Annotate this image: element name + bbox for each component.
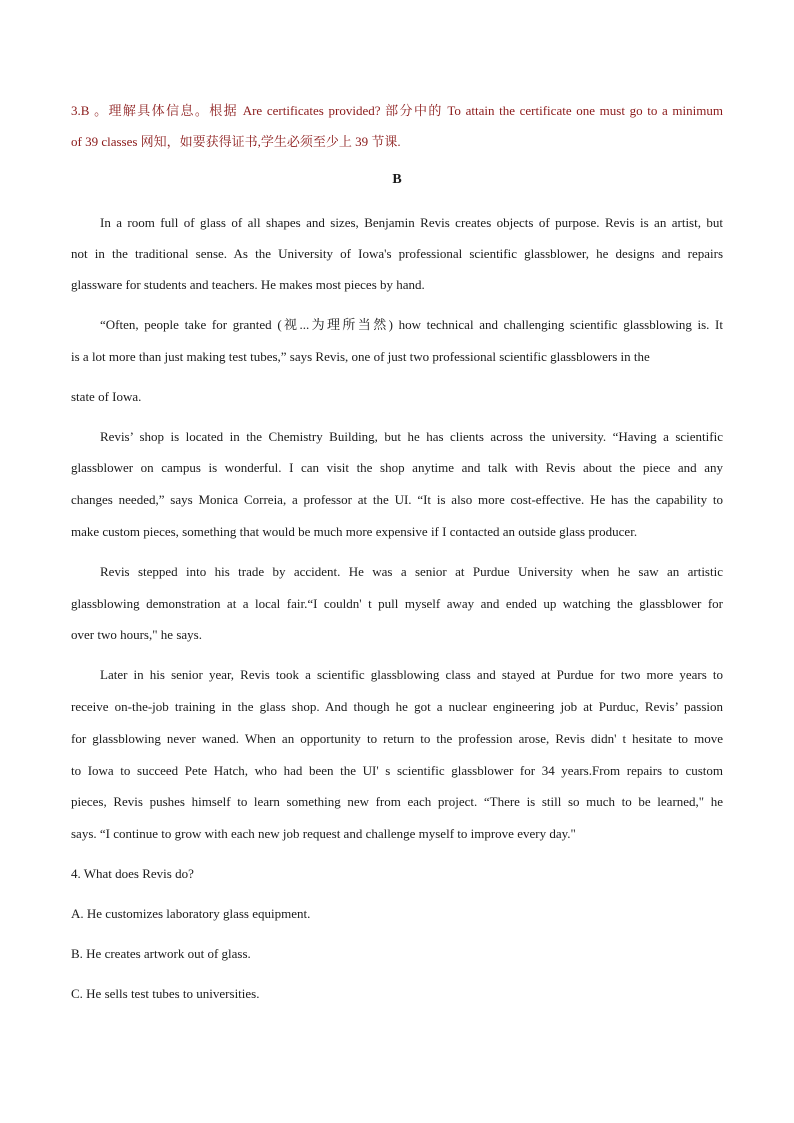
paragraph-5-line-4: to Iowa to succeed Pete Hatch, who had been the UI' s scientific glassblower for 34 years.From repairs to custom [71, 763, 723, 778]
paragraph-3-line-4: make custom pieces, something that would be much more expensive if I contacted an outside glass producer. [71, 524, 638, 539]
paragraph-3-line-1: Revis’ shop is located in the Chemistry Building, but he has clients across the university. “Having a scientific [100, 429, 723, 444]
paragraph-5-line-1: Later in his senior year, Revis took a scientific glassblowing class and stayed at Purdue for two more years to [100, 667, 723, 682]
question-option-b: B. He creates artwork out of glass. [71, 946, 251, 961]
paragraph-2-line-3: state of Iowa. [71, 389, 142, 404]
paragraph-4-line-2: glassblowing demonstration at a local fair.“I couldn' t pull myself away and ended up watching the glassblower for [71, 596, 723, 611]
paragraph-5-line-5: pieces, Revis pushes himself to learn something new from each project. “There is still so much to be learned," he [71, 794, 723, 809]
answer-note-line-1: 3.B 。理解具体信息。根据 Are certificates provided? 部分中的 To attain the certificate one must go to a minimum [71, 103, 723, 118]
paragraph-4-line-1: Revis stepped into his trade by accident. He was a senior at Purdue University when he saw an artistic [100, 564, 723, 579]
paragraph-1-line-1: In a room full of glass of all shapes and sizes, Benjamin Revis creates objects of purpose. Revis is an artist, but [100, 215, 723, 230]
paragraph-3-line-2: glassblower on campus is wonderful. I can visit the shop anytime and talk with Revis about the piece and any [71, 460, 723, 475]
paragraph-1-line-2: not in the traditional sense. As the University of Iowa's professional scientific glassblower, he designs and repairs [71, 246, 723, 261]
paragraph-5-line-6: says. “I continue to grow with each new job request and challenge myself to improve every day." [71, 826, 576, 841]
paragraph-5-line-3: for glassblowing never waned. When an opportunity to return to the profession arose, Revis didn' t hesitate to move [71, 731, 723, 746]
paragraph-3-line-3: changes needed,” says Monica Correia, a professor at the UI. “It is also more cost-effective. He has the capability to [71, 492, 723, 507]
paragraph-1-line-3: glassware for students and teachers. He makes most pieces by hand. [71, 277, 425, 292]
answer-note-line-2: of 39 classes 网知，如要获得证书,学生必须至少上 39 节课. [71, 134, 401, 149]
question-option-c: C. He sells test tubes to universities. [71, 986, 260, 1001]
question-stem: 4. What does Revis do? [71, 866, 194, 881]
paragraph-2-line-2: is a lot more than just making test tubes,” says Revis, one of just two professional scientific glassblowers in the [71, 349, 650, 364]
paragraph-4-line-3: over two hours," he says. [71, 627, 202, 642]
paragraph-5-line-2: receive on-the-job training in the glass shop. And though he got a nuclear engineering job at Purduc, Revis’ passion [71, 699, 723, 714]
paragraph-2-line-1: “Often, people take for granted (视...为理所当然) how technical and challenging scientific glassblowing is. It [100, 317, 723, 332]
section-heading: B [392, 172, 402, 187]
question-option-a: A. He customizes laboratory glass equipment. [71, 906, 311, 921]
